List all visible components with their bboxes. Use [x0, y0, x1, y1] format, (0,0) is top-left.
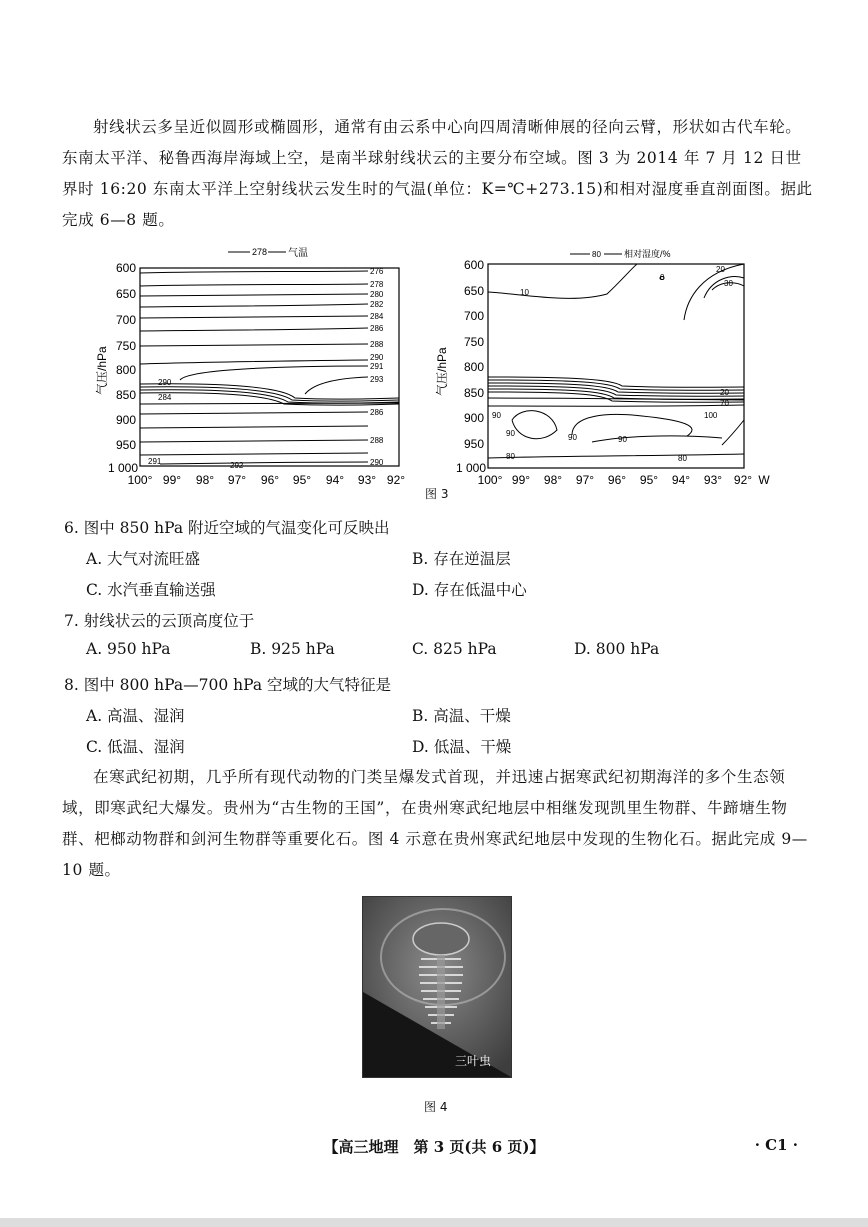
rh-label: 90	[492, 411, 501, 420]
y-tick: 600	[463, 258, 484, 272]
y-tick: 950	[463, 437, 484, 451]
temp-label: 284	[370, 312, 384, 321]
temp-label: 288	[370, 436, 384, 445]
y-tick: 850	[115, 388, 136, 402]
x-tick: 95°	[292, 473, 312, 487]
temperature-chart	[95, 240, 420, 488]
temp-label: 284	[158, 393, 172, 402]
rh-label: 20	[716, 265, 725, 274]
rh-label: 20	[720, 388, 729, 397]
y-axis-label: 气压/hPa	[435, 347, 449, 396]
question-7-stem: 7. 射线状云的云顶高度位于	[64, 612, 255, 630]
trilobite-fossil-image	[362, 896, 512, 1078]
x-tick: 98°	[543, 473, 563, 487]
y-tick: 950	[115, 438, 136, 452]
x-tick: 99°	[162, 473, 182, 487]
y-tick: 800	[115, 363, 136, 377]
rh-label: 100	[704, 411, 718, 420]
y-tick: 650	[463, 284, 484, 298]
question-7-option-d: D. 800 hPa	[574, 640, 660, 658]
x-tick: 93°	[703, 473, 723, 487]
rh-label: 90	[618, 435, 627, 444]
temp-label: 286	[370, 408, 384, 417]
y-tick: 900	[463, 411, 484, 425]
temp-label: 286	[370, 324, 384, 333]
temp-label: 278	[370, 280, 384, 289]
rh-legend-value: 80	[592, 250, 601, 259]
y-tick: 750	[115, 339, 136, 353]
y-tick: 700	[115, 313, 136, 327]
question-6-option-c: C. 水汽垂直输送强	[86, 581, 216, 599]
x-tick: 95°	[639, 473, 659, 487]
temp-legend-value: 278	[252, 247, 268, 257]
temp-label: 293	[370, 375, 384, 384]
rh-label: 90	[506, 429, 515, 438]
rh-label: 30	[724, 279, 733, 288]
x-tick: 92°	[733, 473, 753, 487]
question-8-option-c: C. 低温、湿润	[86, 738, 185, 756]
question-8-option-a: A. 高温、湿润	[86, 707, 185, 725]
question-7-option-b: B. 925 hPa	[250, 640, 335, 658]
question-6-option-b: B. 存在逆温层	[412, 550, 511, 568]
x-axis-unit: W	[758, 473, 770, 487]
intro-paragraph-1: 射线状云多呈近似圆形或椭圆形，通常有由云系中心向四周清晰伸展的径向云臂，形状如古代车轮。东南太平洋、秘鲁西海岸海域上空，是南半球射线状云的主要分布空域。图 3 为 2014 年 7 月 12 日世界时 16:20 东南太平洋上空射线状云发生时的气温(单位：K=℃+273.15)和相对湿度垂直剖面图。据此完成 6—8 题。	[62, 118, 813, 229]
question-8-option-d: D. 低温、干燥	[412, 738, 512, 756]
question-7-option-a: A. 950 hPa	[86, 640, 171, 658]
page-footer: 【高三地理 第 3 页(共 6 页)】	[323, 1138, 545, 1156]
rh-label: 0	[660, 273, 665, 282]
rh-label: 80	[678, 454, 687, 463]
temp-label: 282	[370, 300, 384, 309]
y-tick: 900	[115, 413, 136, 427]
temp-label: 276	[370, 267, 384, 276]
temp-label: 290	[370, 458, 384, 467]
x-tick: 93°	[357, 473, 377, 487]
question-6-stem: 6. 图中 850 hPa 附近空域的气温变化可反映出	[64, 519, 390, 537]
rh-label: 90	[568, 433, 577, 442]
fossil-label: 三叶虫	[455, 1054, 492, 1068]
temp-label: 280	[370, 290, 384, 299]
temp-label: 288	[370, 340, 384, 349]
question-8-option-b: B. 高温、干燥	[412, 707, 511, 725]
x-tick: 97°	[575, 473, 595, 487]
page-code: · C1 ·	[754, 1136, 798, 1154]
x-tick: 100°	[477, 473, 503, 487]
x-tick: 92°	[386, 473, 406, 487]
temp-legend-label: 气温	[288, 248, 308, 259]
question-6-option-d: D. 存在低温中心	[412, 581, 527, 599]
x-tick: 96°	[607, 473, 627, 487]
y-tick: 1 000	[455, 461, 486, 475]
x-tick: 100°	[127, 473, 153, 487]
x-tick: 94°	[325, 473, 345, 487]
temp-label: 290	[370, 353, 384, 362]
x-tick: 99°	[511, 473, 531, 487]
y-tick: 750	[463, 335, 484, 349]
y-tick: 1 000	[107, 461, 138, 475]
x-tick: 96°	[260, 473, 280, 487]
y-tick: 850	[463, 386, 484, 400]
temp-label: 290	[158, 378, 172, 387]
x-tick: 97°	[227, 473, 247, 487]
x-tick: 94°	[671, 473, 691, 487]
x-tick: 98°	[195, 473, 215, 487]
question-7-option-c: C. 825 hPa	[412, 640, 497, 658]
temp-label: 291	[370, 362, 384, 371]
rh-legend-label: 相对湿度/%	[624, 249, 671, 259]
question-8-stem: 8. 图中 800 hPa—700 hPa 空域的大气特征是	[64, 676, 392, 694]
y-tick: 700	[463, 309, 484, 323]
y-tick: 800	[463, 360, 484, 374]
y-tick: 650	[115, 287, 136, 301]
rh-label: 80	[506, 452, 515, 461]
y-tick: 600	[115, 261, 136, 275]
intro-paragraph-2: 在寒武纪初期，几乎所有现代动物的门类呈爆发式首现，并迅速占据寒武纪初期海洋的多个生态领域，即寒武纪大爆发。贵州为“古生物的王国”，在贵州寒武纪地层中相继发现凯里生物群、牛蹄塘生物群、杷榔动物群和剑河生物群等重要化石。图 4 示意在贵州寒武纪地层中发现的生物化石。据此完成 9—10 题。	[62, 768, 808, 879]
temp-label: 291	[148, 457, 162, 466]
y-axis-label: 气压/hPa	[95, 346, 109, 395]
figure-4-caption: 图 4	[424, 1100, 448, 1114]
page-bottom-edge	[0, 1218, 868, 1227]
rh-label: 70	[720, 399, 729, 408]
humidity-chart	[432, 240, 780, 488]
question-6-option-a: A. 大气对流旺盛	[86, 550, 201, 568]
rh-label: 10	[520, 288, 529, 297]
temp-label: 292	[230, 461, 244, 470]
figure-3-caption: 图 3	[425, 487, 449, 501]
